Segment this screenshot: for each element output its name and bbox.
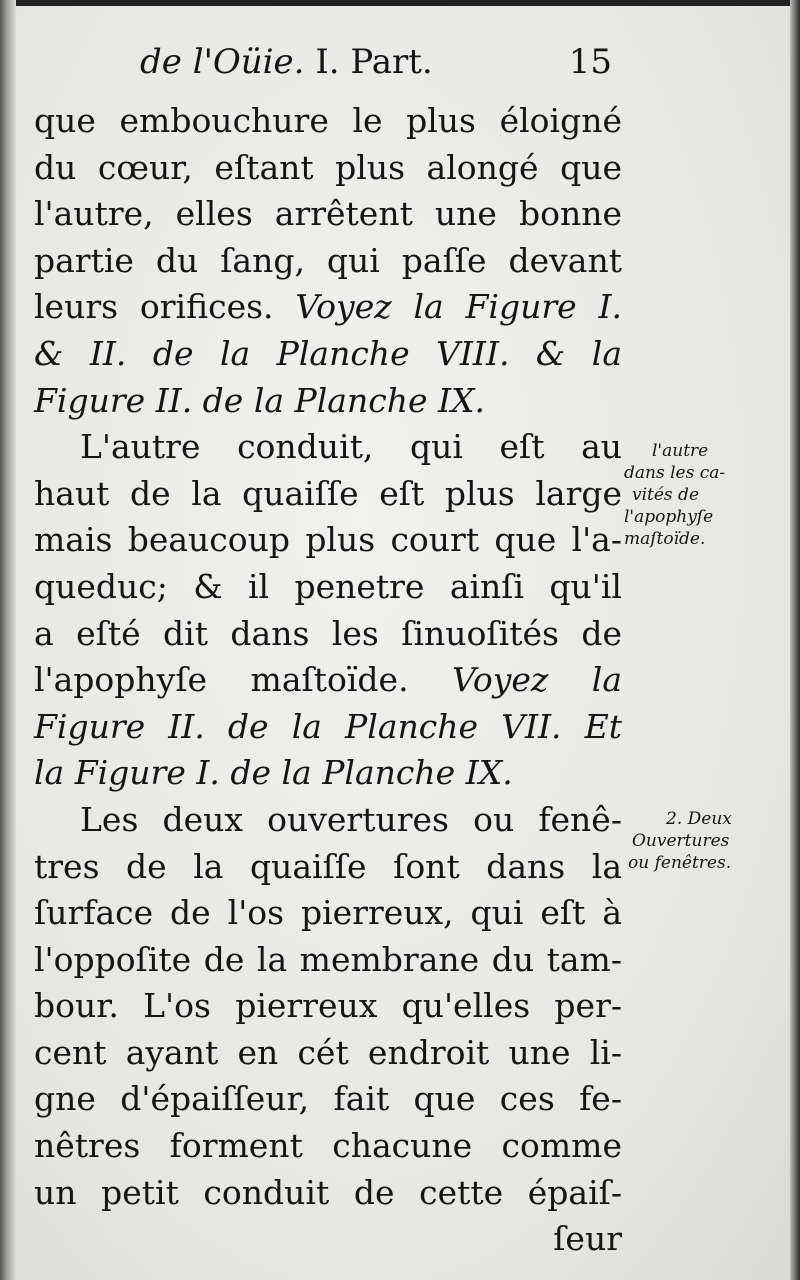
- text-line: du cœur, eſtant plus alongé que: [34, 147, 622, 187]
- running-title: [140, 42, 433, 82]
- text-line: Figure II. de la Planche IX.: [34, 380, 485, 420]
- page-gutter-shadow: [0, 0, 16, 1280]
- text-line: nêtres forment chacune comme: [34, 1126, 622, 1166]
- margin-note-line: l'autre: [652, 441, 709, 461]
- text-line: que embouchure le plus éloigné: [34, 101, 622, 140]
- text-line: l'oppoſite de la membrane du tam-: [34, 939, 622, 979]
- text-line: ſurface de l'os pierreux, qui eſt à: [34, 893, 622, 933]
- text-line: queduc; & il penetre ainſi qu'il: [34, 566, 622, 606]
- text-line: Figure II. de la Planche VII. Et: [34, 706, 622, 746]
- text-line: mais beaucoup plus court que l'a-: [34, 520, 622, 560]
- margin-note-line: ou fenêtres.: [628, 853, 732, 873]
- text-line: l'autre, elles arrêtent une bonne: [34, 194, 622, 234]
- text-line: L'autre conduit, qui eſt au: [80, 427, 622, 467]
- running-header: [140, 42, 620, 92]
- text-line: cent ayant en cét endroit une li-: [34, 1032, 622, 1072]
- running-title-italic: de l'Oüie.: [140, 42, 305, 82]
- text-line: & II. de la Planche VIII. & la: [34, 333, 622, 373]
- margin-note-autre-conduit: [624, 440, 774, 550]
- margin-note-deux-ouvertures: [624, 808, 774, 874]
- catchword: ſeur: [553, 1219, 622, 1259]
- text-line: l'apophyſe maſtoïde. Voyez la: [34, 660, 622, 700]
- text-line: un petit conduit de cette épaiſ-: [34, 1172, 622, 1212]
- text-line: a eſté dit dans les ſinuoſités de: [34, 613, 622, 653]
- text-line: tres de la quaiſſe ſont dans la: [34, 846, 622, 886]
- margin-note-line: dans les ca-: [624, 463, 726, 483]
- text-line: Les deux ouvertures ou fenê-: [80, 799, 622, 839]
- text-line: bour. L'os pierreux qu'elles per-: [34, 986, 622, 1026]
- page-number: 15: [568, 42, 612, 82]
- margin-note-line: maſtoïde.: [624, 529, 706, 549]
- text-line: haut de la quaiſſe eſt plus large: [34, 473, 622, 513]
- running-title-part: I. Part.: [315, 42, 433, 82]
- text-line: partie du ſang, qui paſſe devant: [34, 240, 622, 280]
- margin-note-line: Ouvertures: [632, 831, 730, 851]
- main-text-block: [34, 98, 622, 1263]
- text-line: leurs orifices. Voyez la Figure I.: [34, 287, 623, 327]
- scan-edge-right: [790, 0, 800, 1280]
- margin-note-line: l'apophyſe: [624, 507, 714, 527]
- text-line: gne d'épaiſſeur, fait que ces fe-: [34, 1079, 622, 1119]
- margin-note-line: vités de: [632, 485, 700, 505]
- margin-note-line: 2. Deux: [666, 809, 732, 829]
- scan-edge-top: [0, 0, 800, 6]
- text-line: la Figure I. de la Planche IX.: [34, 753, 513, 793]
